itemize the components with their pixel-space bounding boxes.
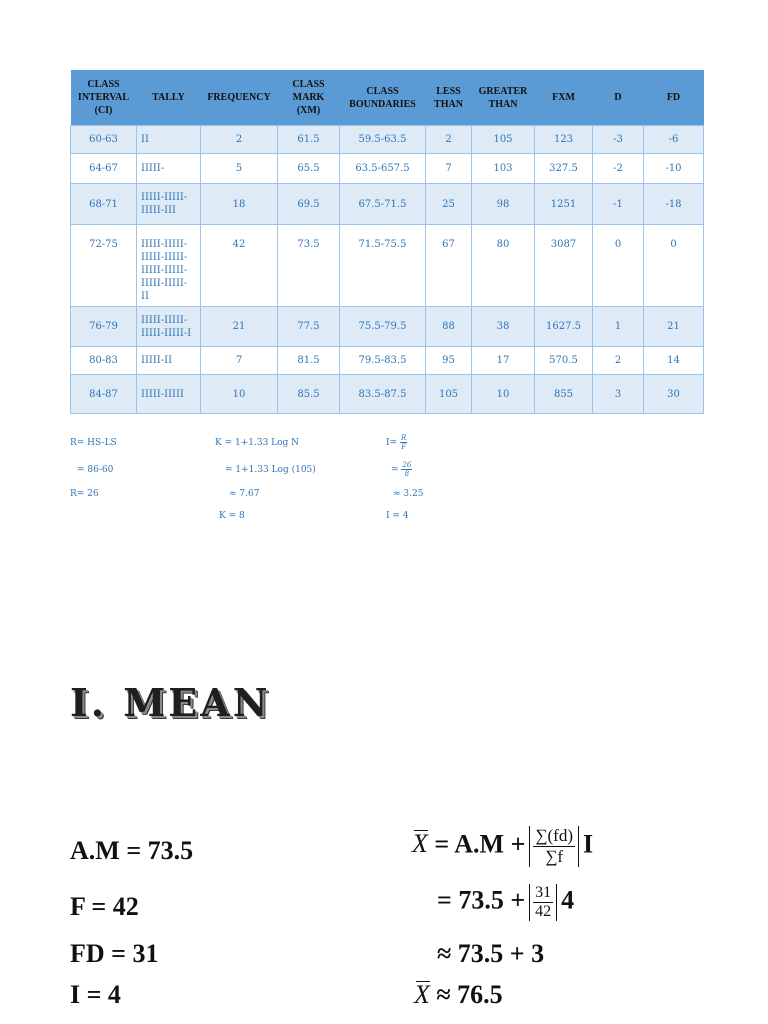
interval-fraction-values-den: 8 <box>404 470 410 478</box>
cell-tally <box>137 154 201 184</box>
cell-ci: 80-83 <box>71 347 137 375</box>
table-row <box>71 375 704 414</box>
mean-step-prefix: = 73.5 + <box>437 885 526 915</box>
tally-line: IIIII-II <box>141 355 173 366</box>
mean-formula-fraction <box>533 826 575 867</box>
mean-symbol: X <box>412 829 428 859</box>
fd-value: FD = 31 <box>70 939 159 968</box>
cell-fd: 14 <box>644 347 704 375</box>
cell-lt: 25 <box>426 184 472 225</box>
mean-step-fraction <box>533 884 553 921</box>
header-line: FREQUENCY <box>207 92 271 103</box>
cell-xm: 69.5 <box>278 184 340 225</box>
cell-f: 18 <box>201 184 278 225</box>
tally-line: IIIII-IIIII- <box>141 265 188 276</box>
mean-formula-num: ∑(fd) <box>535 826 574 845</box>
cell-gt: 103 <box>472 154 535 184</box>
assumed-mean: A.M = 73.5 <box>70 836 194 865</box>
cell-fd: 0 <box>644 225 704 307</box>
cell-d: -1 <box>593 184 644 225</box>
cell-gt: 10 <box>472 375 535 414</box>
cell-ci: 72-75 <box>71 225 137 307</box>
cell-gt: 98 <box>472 184 535 225</box>
interval-fraction-num: R <box>400 434 407 442</box>
tally-line: IIIII-IIIII <box>141 388 184 400</box>
range-formula: R= HS-LS <box>70 438 117 448</box>
table-row <box>71 154 704 184</box>
cell-cb: 63.5-657.5 <box>340 154 426 184</box>
header-line: FXM <box>552 92 575 103</box>
cell-cb: 83.5-87.5 <box>340 375 426 414</box>
cell-f: 10 <box>201 375 278 414</box>
column-header-class-mark <box>278 70 340 126</box>
cell-cb: 59.5-63.5 <box>340 126 426 154</box>
cell-xm: 81.5 <box>278 347 340 375</box>
header-line: CLASS <box>292 79 325 90</box>
interval-substitution <box>391 461 412 478</box>
cell-tally <box>137 307 201 347</box>
mean-step-num: 31 <box>535 884 552 901</box>
tally-line: IIIII-IIIII- <box>141 278 188 289</box>
cell-ci: 68-71 <box>71 184 137 225</box>
cell-xm: 65.5 <box>278 154 340 184</box>
cell-tally <box>137 225 201 307</box>
mean-result-symbol: X <box>414 980 430 1009</box>
interval-prefix: I= <box>386 438 398 448</box>
cell-gt: 17 <box>472 347 535 375</box>
header-line: GREATER <box>478 85 528 97</box>
cell-xm: 73.5 <box>278 225 340 307</box>
interval-fraction-den: F <box>401 443 407 451</box>
cell-d: -3 <box>593 126 644 154</box>
cell-fxm: 855 <box>535 375 593 414</box>
cell-d: 2 <box>593 347 644 375</box>
cell-xm: 85.5 <box>278 375 340 414</box>
classes-approx: ≈ 7.67 <box>229 489 260 499</box>
cell-d: 3 <box>593 375 644 414</box>
cell-fxm: 123 <box>535 126 593 154</box>
cell-lt: 88 <box>426 307 472 347</box>
column-header-class-boundaries <box>340 70 426 126</box>
mean-step-substitution <box>437 884 574 921</box>
cell-lt: 95 <box>426 347 472 375</box>
cell-ci: 64-67 <box>71 154 137 184</box>
cell-lt: 2 <box>426 126 472 154</box>
column-header-frequency <box>201 70 278 126</box>
mean-step-approx: ≈ 73.5 + 3 <box>437 939 545 968</box>
frequency-value: F = 42 <box>70 892 139 921</box>
mean-step-abs <box>529 884 557 921</box>
mean-formula-lhs: = A.M + <box>434 829 526 859</box>
column-header-less-than <box>426 70 472 126</box>
cell-fxm: 3087 <box>535 225 593 307</box>
classes-formula: K = 1+1.33 Log N <box>215 438 300 448</box>
column-header-tally <box>137 70 201 126</box>
header-line: TALLY <box>152 92 185 103</box>
cell-fxm: 327.5 <box>535 154 593 184</box>
mean-result-value: ≈ 76.5 <box>436 980 503 1009</box>
classes-substitution: = 1+1.33 Log (105) <box>225 465 316 475</box>
column-header-deviation <box>593 70 644 126</box>
tally-line: IIIII-IIIII- <box>141 252 188 263</box>
cell-tally <box>137 347 201 375</box>
cell-d: 1 <box>593 307 644 347</box>
table-header-row <box>71 70 704 126</box>
interval-fraction-values-num: 26 <box>402 461 412 469</box>
header-line: MARK <box>292 92 325 103</box>
cell-f: 2 <box>201 126 278 154</box>
interval-result: I = 4 <box>386 511 409 521</box>
cell-tally <box>137 126 201 154</box>
interval-eq: = <box>391 465 399 475</box>
cell-fxm: 1627.5 <box>535 307 593 347</box>
table-row <box>71 126 704 154</box>
mean-formula <box>412 826 593 867</box>
mean-result <box>414 980 503 1010</box>
tally-line: IIIII-IIIII- <box>141 239 188 250</box>
cell-fd: 30 <box>644 375 704 414</box>
mean-formula-abs <box>529 826 579 867</box>
header-line: CLASS <box>87 79 120 90</box>
interval-formula <box>386 434 407 451</box>
tally-line: IIIII-IIIII-I <box>141 327 192 339</box>
cell-cb: 67.5-71.5 <box>340 184 426 225</box>
column-header-class-interval <box>71 70 137 126</box>
interval-value: I = 4 <box>70 980 121 1009</box>
cell-xm: 77.5 <box>278 307 340 347</box>
mean-step-tail: 4 <box>561 885 575 915</box>
cell-tally <box>137 375 201 414</box>
cell-gt: 38 <box>472 307 535 347</box>
cell-lt: 7 <box>426 154 472 184</box>
range-result: R= 26 <box>70 489 99 499</box>
mean-formula-den: ∑f <box>545 847 564 866</box>
range-substitution: = 86-60 <box>77 465 114 475</box>
mean-formula-tail: I <box>583 829 594 859</box>
column-header-fd <box>644 70 704 126</box>
tally-line: II <box>141 134 149 145</box>
cell-fd: -10 <box>644 154 704 184</box>
header-line: LESS <box>436 85 461 97</box>
header-line: (XM) <box>296 105 321 116</box>
header-line: D <box>614 92 622 103</box>
cell-cb: 75.5-79.5 <box>340 307 426 347</box>
cell-fxm: 1251 <box>535 184 593 225</box>
cell-fd: -18 <box>644 184 704 225</box>
cell-gt: 105 <box>472 126 535 154</box>
header-line: THAN <box>488 98 518 110</box>
header-line: CLASS <box>366 85 399 97</box>
frequency-table <box>70 70 704 414</box>
cell-xm: 61.5 <box>278 126 340 154</box>
classes-result: K = 8 <box>219 511 245 521</box>
column-header-greater-than <box>472 70 535 126</box>
cell-d: -2 <box>593 154 644 184</box>
table-row <box>71 347 704 375</box>
cell-fd: 21 <box>644 307 704 347</box>
table-row <box>71 184 704 225</box>
tally-line: II <box>141 291 149 302</box>
tally-line: IIIII- <box>141 163 165 174</box>
header-line: THAN <box>434 98 463 110</box>
cell-f: 42 <box>201 225 278 307</box>
interval-fraction-values <box>401 461 412 478</box>
cell-d: 0 <box>593 225 644 307</box>
cell-f: 5 <box>201 154 278 184</box>
tally-line: IIIII-IIIII- <box>141 192 188 203</box>
cell-f: 21 <box>201 307 278 347</box>
cell-lt: 105 <box>426 375 472 414</box>
interval-fraction <box>400 434 407 451</box>
cell-cb: 79.5-83.5 <box>340 347 426 375</box>
cell-ci: 60-63 <box>71 126 137 154</box>
tally-line: IIIII-IIIII- <box>141 314 188 326</box>
cell-fd: -6 <box>644 126 704 154</box>
cell-fxm: 570.5 <box>535 347 593 375</box>
cell-tally <box>137 184 201 225</box>
table-row <box>71 307 704 347</box>
cell-ci: 76-79 <box>71 307 137 347</box>
cell-f: 7 <box>201 347 278 375</box>
tally-line: IIIII-III <box>141 205 176 216</box>
section-title: I. MEAN <box>70 680 271 725</box>
cell-gt: 80 <box>472 225 535 307</box>
table-body <box>71 126 704 414</box>
interval-approx: ≈ 3.25 <box>393 489 424 499</box>
header-line: (CI) <box>94 105 113 116</box>
header-line: FD <box>666 92 681 103</box>
header-line: BOUNDARIES <box>349 98 416 110</box>
cell-ci: 84-87 <box>71 375 137 414</box>
mean-step-den: 42 <box>535 903 552 920</box>
table-row <box>71 225 704 307</box>
cell-lt: 67 <box>426 225 472 307</box>
cell-cb: 71.5-75.5 <box>340 225 426 307</box>
header-line: INTERVAL <box>77 92 130 103</box>
column-header-fxm <box>535 70 593 126</box>
